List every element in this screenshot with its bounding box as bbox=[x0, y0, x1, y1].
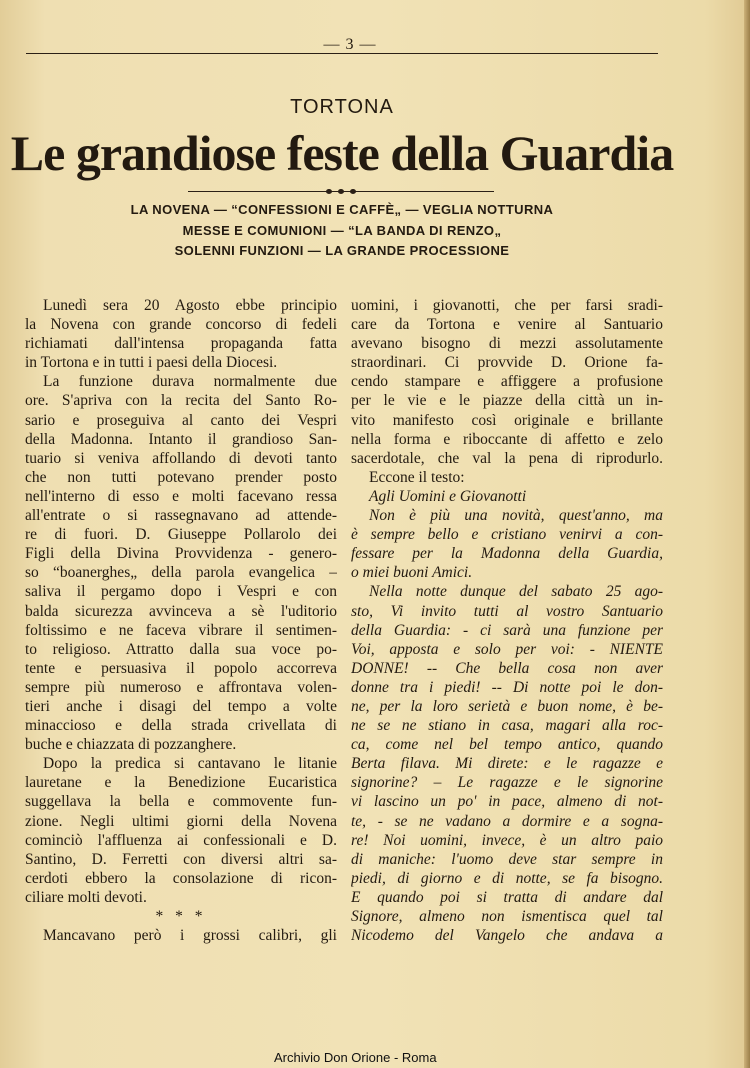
left-column bbox=[25, 296, 337, 945]
text-line: care da Tortona e venire al Santuario bbox=[351, 316, 663, 334]
text-line: ne, per la loro serietà e buon nome, è be- bbox=[351, 697, 663, 715]
text-line: tuario si veniva affollando di devoti tanto bbox=[25, 449, 337, 467]
text-line: te, - se ne vadano a dormire e a sogna- bbox=[351, 812, 663, 830]
manifesto-heading: Agli Uomini e Giovanotti bbox=[369, 487, 527, 505]
text-line: uomini, i giovanotti, che per farsi sradi- bbox=[351, 297, 663, 314]
text-line: la Novena con grande concorso di fedeli bbox=[25, 316, 337, 334]
text-line: Voi, apposta e solo per voi: - NIENTE bbox=[351, 640, 663, 658]
subheadline-3: SOLENNI FUNZIONI — LA GRANDE PROCESSIONE bbox=[174, 243, 510, 258]
text-line: sario e proseguiva al canto dei Vespri bbox=[25, 411, 337, 429]
text-line: nella forma e riboccante di affetto e zelo bbox=[351, 430, 663, 448]
page-number: — 3 — bbox=[323, 36, 377, 53]
text-line: cominciò l'affluenza ai confessionali e D. bbox=[25, 831, 337, 849]
section-asterisks: * * * bbox=[155, 908, 207, 925]
text-line: Figli della Divina Provvidenza - genero- bbox=[25, 545, 337, 563]
text-line: minaccioso e della strada crivellata di bbox=[25, 717, 337, 735]
text-line: che non tutti potevano prender posto bbox=[25, 468, 337, 486]
text-line: piedi, di giorno e di notte, se fa bisogno. bbox=[351, 869, 663, 887]
text-line: zione. Negli ultimi giorni della Novena bbox=[25, 812, 337, 830]
right-column bbox=[351, 296, 663, 945]
text-line: all'entrate o si rassegnavano ad attende- bbox=[25, 507, 337, 525]
text-line: DONNE! -- Che bella cosa non aver bbox=[351, 659, 663, 677]
text-line: Non è più una novità, quest'anno, ma bbox=[369, 507, 663, 525]
text-line: Nella notte dunque del sabato 25 ago- bbox=[369, 583, 663, 601]
text-line: signorine? – Le ragazze e le signorine bbox=[351, 774, 663, 792]
article-headline: Le grandiose feste della Guardia bbox=[10, 125, 674, 181]
text-line: buche e chiazzata di pozzanghere. bbox=[25, 736, 237, 754]
text-line: della Guardia: - ci sarà una funzione per bbox=[351, 621, 663, 639]
page-edge bbox=[744, 0, 750, 1068]
text-line: ne se ne stiano in casa, magari alla roc- bbox=[351, 717, 663, 735]
text-line: è sempre bello e cristiano venirvi a con- bbox=[351, 526, 663, 544]
headline-ornament bbox=[188, 189, 494, 195]
text-line: foltissimo e ne faceva vibrare il sentimen- bbox=[25, 621, 337, 639]
text-line: vito manifesto così originale e brillante bbox=[351, 411, 663, 429]
text-line: tieri anche i disagi del tempo a volte bbox=[25, 697, 337, 715]
text-line: Nicodemo del Vangelo che andava a bbox=[351, 927, 663, 945]
text-line: fessare per la Madonna della Guardia, bbox=[351, 545, 663, 563]
text-line: to religioso. Attratto dalla sua voce po- bbox=[25, 640, 337, 658]
subheadline-2: MESSE E COMUNIONI — “LA BANDA DI RENZO„ bbox=[182, 223, 502, 238]
text-line: ciliare molti devoti. bbox=[25, 888, 147, 906]
text-line: suggellava la bella e commovente fun- bbox=[25, 793, 337, 811]
text-line: re! Noi uomini, invece, è un altro paio bbox=[351, 831, 663, 849]
text-line: ore. S'apriva con la recita del Santo Ro- bbox=[25, 392, 337, 410]
text-line: nell'interno di esso e molti facevano ressa bbox=[25, 487, 337, 505]
text-line: ca, come nel bel tempo antico, quando bbox=[351, 736, 663, 754]
text-line: Berta filava. Mi direte: e le ragazze e bbox=[351, 755, 663, 773]
text-line: balda sicurezza avvinceva a sè l'uditorio bbox=[25, 602, 337, 620]
text-line: E quando poi si tratta di andare dal bbox=[351, 888, 663, 906]
text-line: sto, Vi invito tutti al vostro Santuario bbox=[351, 602, 663, 620]
text-line: avevano bisogno di mezzi assolutamente bbox=[351, 335, 663, 353]
subheadline-1: LA NOVENA — “CONFESSIONI E CAFFÈ„ — VEGLIA NOTTURNA bbox=[130, 202, 554, 217]
text-line: La funzione durava normalmente due bbox=[43, 373, 337, 391]
text-line: in Tortona e in tutti i paesi della Diocesi. bbox=[25, 354, 278, 372]
text-line: richiamati dall'intensa propaganda fatta bbox=[25, 335, 337, 353]
text-line: Signore, almeno non ismentisca quel tal bbox=[351, 908, 663, 925]
text-line: Eccone il testo: bbox=[369, 468, 465, 486]
text-line: di maniche: l'uomo deve star sempre in bbox=[351, 850, 663, 868]
text-line: vi lascino un po' in pace, almeno di not- bbox=[351, 793, 663, 811]
text-line: cerdoti ebbero la consolazione di ricon- bbox=[25, 869, 337, 887]
text-line: re di fuori. D. Giuseppe Pollarolo dei bbox=[25, 526, 337, 544]
header-rule bbox=[26, 53, 658, 54]
text-line: della Madonna. Intanto il grandioso San- bbox=[25, 430, 337, 448]
text-line: sempre più numeroso e affrontava volen- bbox=[25, 678, 337, 696]
text-line: sacerdotale, che val la pena di riprodurlo. bbox=[351, 449, 663, 467]
text-line: lauretane e la Benedizione Eucaristica bbox=[25, 774, 337, 792]
text-line: o miei buoni Amici. bbox=[351, 564, 473, 582]
text-line: Dopo la predica si cantavano le litanie bbox=[43, 755, 337, 773]
text-line: saliva il pergamo dopo i Vespri e con bbox=[25, 583, 337, 601]
text-line: tente e persuasiva il popolo accorreva bbox=[25, 659, 337, 677]
text-line: Lunedì sera 20 Agosto ebbe principio bbox=[43, 297, 337, 314]
text-line: per le vie e le piazze della città un in- bbox=[351, 392, 663, 410]
archive-watermark: Archivio Don Orione - Roma bbox=[274, 1050, 437, 1065]
article-kicker: TORTONA bbox=[290, 96, 394, 118]
text-line: cendo stampare e affiggere a profusione bbox=[351, 373, 663, 391]
text-line: donne tra i piedi! -- Di notte poi le don- bbox=[351, 678, 663, 696]
text-line: Mancavano però i grossi calibri, gli bbox=[43, 927, 337, 945]
text-line: so “boanerghes„ della parola evangelica – bbox=[25, 564, 337, 582]
text-line: Santino, D. Ferretti con diversi altri sa- bbox=[25, 850, 337, 868]
text-line: straordinari. Ci provvide D. Orione fa- bbox=[351, 354, 663, 372]
